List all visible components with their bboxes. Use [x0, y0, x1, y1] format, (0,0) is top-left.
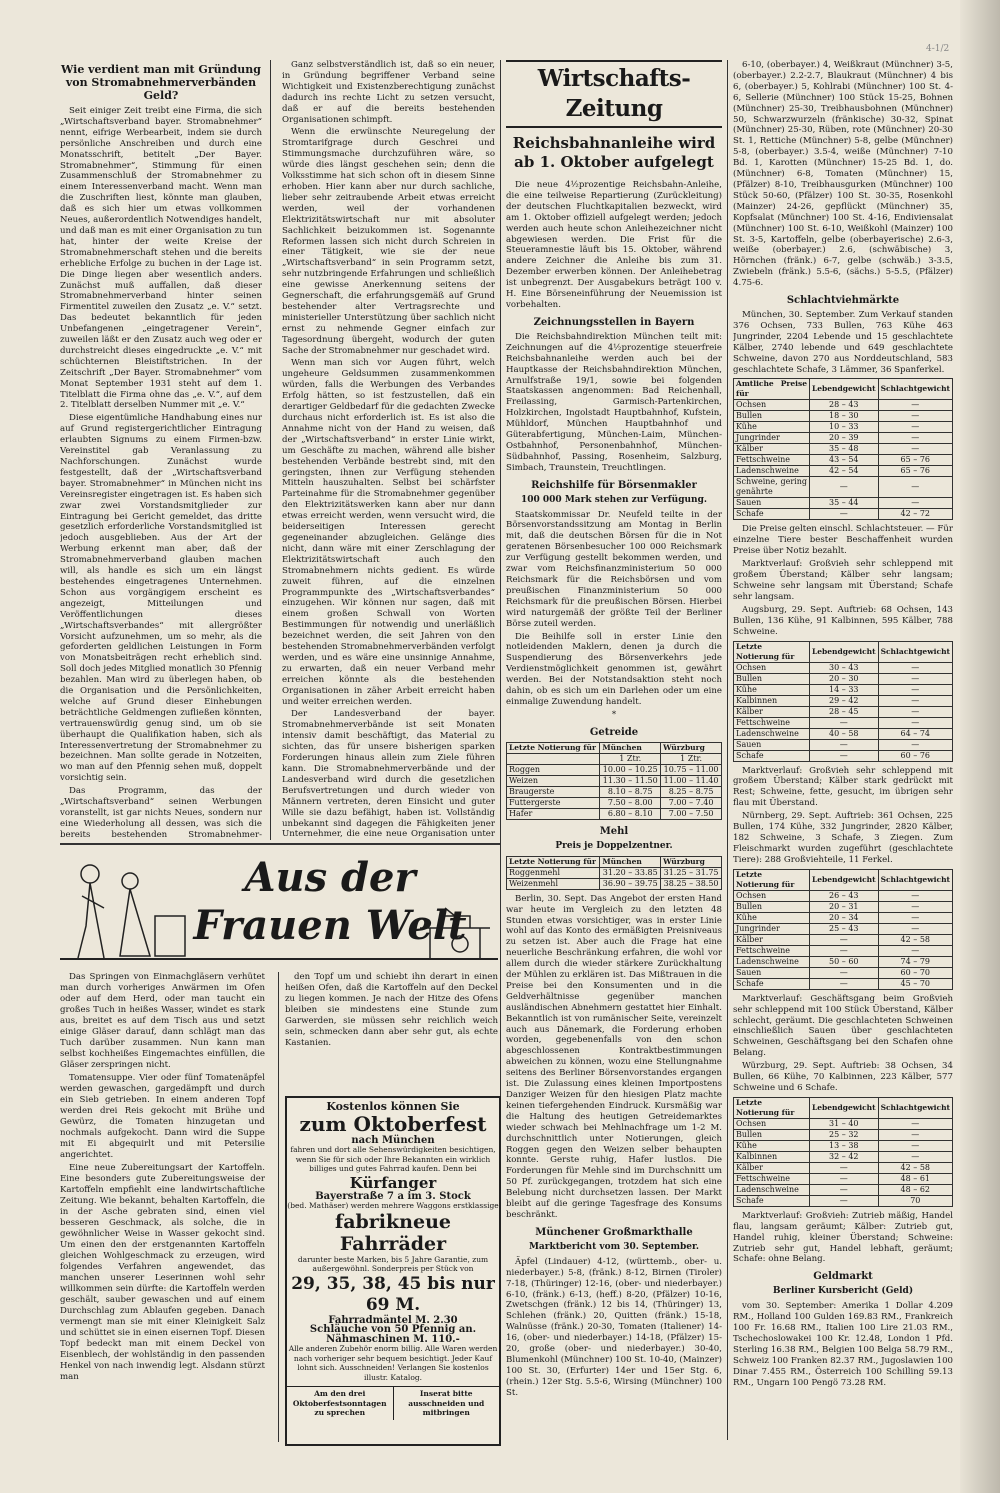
table-header: Lebendgewicht — [809, 1097, 878, 1118]
row-value: 11.30 – 11.50 — [600, 775, 661, 786]
row-value: — — [878, 422, 952, 433]
tip-paragraph: den Topf um und schiebt ihn derart in einen heißen Ofen, daß die Kartoffeln auf den Deckel zu liegen kommen. Je nach der Hitze des Ofens bleiben sie mindestens eine Stunde zum Garwerden, sie müssen sehr reichlich weich sein, schmecken dann aber sehr gut, als echte Kastanien. — [285, 972, 498, 1048]
table-header: München — [600, 742, 661, 753]
row-value: — — [878, 411, 952, 422]
article-paragraph: Wenn die erwünschte Neuregelung der Stromtarifgrage durch Geschrei und Stimmungsmache durchzuführen wäre, so würde dies längst geschehen sein; denn die Volksstimme hat sich schon oft in diesem Sinne erhoben. Hier kann aber nur durch sachliche, lieber sehr zeitraubende Arbeit etwas erreicht werden, weil der vorhandenen Elektrizitätswirtschaft nur mit absoluter Sachlichkeit beizukommen ist. Sogenannte Reformen lassen sich nicht durch Schreien in einer Tätigkeit, wie sie der neue „Wirtschaftsverband“ in sein Programm setzt, sehr nutzbringende Erfahrungen und schließlich eine gewisse Anerkennung seitens der Gegnerschaft, die erfahrungsgemäß auf Grund bestehender alter Vertragsrechte und ministerieller Unterstützung über sachlich nicht ernst zu nehmende Gegner einfach zur Tagesordnung übergeht, wodurch der guten Sache der Stromabnehmer nur geschadet wird. — [282, 127, 495, 356]
row-value: 20 – 39 — [809, 433, 878, 444]
table-row — [734, 684, 953, 695]
row-label: Kälber — [734, 1162, 810, 1173]
ad-text: fahren und dort alle Sehenswürdigkeiten besichtigen, wenn Sie für sich oder Ihre Bekannten ein wirklich billiges und gutes Fahrrad kaufen. Denn bei — [290, 1145, 496, 1173]
article-paragraph: 6-10, (oberbayer.) 4, Weißkraut (Münchner) 3-5, (oberbayer.) 2.2-2.7, Blaukraut (Münchner) 4 bis 6, (oberbayer.) 5, Kohlrabi (Münchner) 100 St. 4-6, Sellerie (Münchner) 100 Stück 15-25, Bohnen (Münchner) 25-30, Treibhausbohnen (Münchner) 50, Schwarzwurzeln (fränkische) 30-32, Spinat (Münchner) 25-30, Rüben, rote (Münchner) 20-30 St. 1, Rettiche (Münchner) 5-8, gelbe (Münchner) 5-8, (oberbayer.) 3.5-4, weiße (Münchner) 7-10 Bd. 1, Karotten (Münchner) 15-25 Bd. 1, do. (Münchner) 6-8, Tomaten (Münchner) 15, (Pfälzer) 8-10, Treibhausgurken (Münchner) 100 Stück 50-60, (Pfälzer) 100 St. 30-35, Rosenkohl (Mainzer) 24-26, gepflückt (Münchner) 35, Kopfsalat (Münchner) 100 St. 4-16, Endiviensalat (Münchner) 100 St. 6-10, Weißkohl (Mainzer) 100 St. 3-5, Kartoffeln, gelbe (oberbayerische) 2.6-3, weiße (oberbayer.) 2.6, (schwäbische) 3, Hörnchen (fränk.) 6-7, gelbe (schwäb.) 3-3.5, Zwiebeln (fränk.) 5.5-6, (sächs.) 5-5.5, (Pfälzer) 4.75-6. — [733, 60, 953, 289]
market-note: Die Preise gelten einschl. Schlachtsteuer. — Für einzelne Tiere bester Beschaffenheit wurden Preise über Notiz bezahlt. — [733, 524, 953, 557]
column-rule — [278, 972, 279, 1442]
row-value: — — [878, 1151, 952, 1162]
table-row — [507, 786, 722, 797]
article-paragraph: Die Reichsbahndirektion München teilt mit: Zeichnungen auf die 4½prozentige steuerfreie Reichsbahnanleihe werden auch bei der Hauptkasse der Reichsbahndirektion München, Arnulfstraße 19/1, sowie bei folgenden Staatskassen angenommen: Bad Reichenhall, Freilassing, Garmisch-Partenkirchen, Holzkirchen, Ingolstadt Hauptbahnhof, Kufstein, Mühldorf, München Hauptbahnhof und Güterabfertigung, München-Laim, München-Ostbahnhof, Personenbahnhof, München-Südbahnhof, Passing, Rosenheim, Salzburg, Simbach, Traunstein, Treuchtlingen. — [506, 331, 722, 473]
row-value: — — [878, 444, 952, 455]
table-header: Letzte Notierung für — [507, 856, 600, 867]
row-value: — — [809, 750, 878, 761]
table-row — [734, 400, 953, 411]
table-row — [734, 477, 953, 498]
row-value: — — [878, 477, 952, 498]
bicycle-advertisement — [285, 1096, 501, 1446]
row-value: 48 – 62 — [878, 1184, 952, 1195]
section-heading: Getreide — [589, 726, 639, 738]
separator-star: * — [611, 709, 617, 720]
table-row — [734, 750, 953, 761]
table-row — [734, 695, 953, 706]
table-row — [507, 775, 722, 786]
tip-paragraph: Tomatensuppe. Vier oder fünf Tomatenäpfel werden gewaschen, gargedämpft und durch ein Sieb getrieben. In einem anderen Topf werden drei Reis gekocht mit Brühe und Gewürz, die Tomaten hinzugetan und nochmals aufgekocht. Dann wird die Suppe mit Ei abgequirlt und mit Petersilie angerichtet. — [60, 1073, 265, 1160]
table-header: Schlachtgewicht — [878, 379, 952, 400]
market-summary: Marktverlauf: Geschäftsgang beim Großvieh sehr schleppend mit 100 Stück Überstand, Kälber schlecht, geräumt. Die geschlachteten Schweinen einschließlich Sauen über geschlachteten Schweinen, Geschäftsgang bei den Schafen ohne Belang. — [733, 993, 953, 1059]
section-heading: Schlachtviehmärkte — [786, 295, 900, 307]
row-label: Jungrinder — [734, 923, 810, 934]
row-value: 65 – 76 — [878, 455, 952, 466]
market-intro: Augsburg, 29. Sept. Auftrieb: 68 Ochsen, 143 Bullen, 136 Kühe, 91 Kalbinnen, 595 Kälber, 788 Schweine. — [733, 604, 953, 637]
row-value: 70 — [878, 1195, 952, 1206]
market-intro: Würzburg, 29. Sept. Auftrieb: 38 Ochsen, 34 Bullen, 66 Kühe, 70 Kalbinnen, 223 Kälber, 577 Schweine und 6 Schafe. — [733, 1061, 953, 1093]
row-value: — — [809, 934, 878, 945]
augsburg-table — [733, 641, 953, 762]
row-label: Futtergerste — [507, 797, 600, 808]
row-value: — — [878, 706, 952, 717]
section-heading: Münchener Großmarkthalle — [535, 1226, 693, 1238]
currency-rates: vom 30. September: Amerika 1 Dollar 4.209 RM., Holland 100 Gulden 169.83 RM., Frankreich 100 Fr. 16.68 RM., Italien 100 Lire 21.03 RM., Tschechoslowakei 100 Kr. 12.48, London 1 Pfd. Sterling 16.38 RM., Belgien 100 Belga 58.79 RM., Schweiz 100 Franken 82.37 RM., Jugoslawien 100 Dinar 7.455 RM., Österreich 100 Schilling 59.13 RM., Ungarn 100 Pengö 73.28 RM. — [733, 1301, 953, 1388]
row-label: Schafe — [734, 1195, 810, 1206]
row-label: Bullen — [734, 901, 810, 912]
row-value: 74 – 79 — [878, 956, 952, 967]
row-label: Kühe — [734, 422, 810, 433]
article-paragraph: Die neue 4½prozentige Reichsbahn-Anleihe, die eine teilweise Repartierung (Zurückleitung) der deutschen Fluchtkapitalien bezweckt, wird am 1. Oktober offiziell aufgelegt werden; jedoch werden auch heute schon Anleihezeichner nicht abgewiesen werden. Die Frist für die Steueramnestie läuft bis 15. Oktober, während andere Zeichner die Anleihe bis zum 31. Dezember erwerben können. Der Anleihebetrag ist unbegrenzt. Der Ausgabekurs beträgt 100 v. H. Eine Börseneinführung der Neuemission ist vorbehalten. — [506, 180, 722, 310]
row-label: Roggenmehl — [507, 867, 600, 878]
row-value: — — [809, 717, 878, 728]
table-header: Schlachtgewicht — [878, 869, 952, 890]
row-label: Ladenschweine — [734, 1184, 810, 1195]
table-header: Lebendgewicht — [809, 641, 878, 662]
row-value: 8.10 – 8.75 — [600, 786, 661, 797]
ad-product: fabrikneue Fahrräder — [335, 1210, 451, 1255]
row-label: Weizenmehl — [507, 878, 600, 889]
nuernberg-table — [733, 869, 953, 990]
row-value: — — [878, 945, 952, 956]
row-label: Braugerste — [507, 786, 600, 797]
row-value: 11.00 – 11.40 — [661, 775, 722, 786]
table-row — [507, 764, 722, 775]
row-label: Kalbinnen — [734, 695, 810, 706]
table-row — [734, 1140, 953, 1151]
article-paragraph: Der Landesverband der bayer. Stromabnehmerverbände ist seit Monaten intensiv damit beschäftigt, das Material zu sichten, das für unsere bisherigen sparken Forderungen hinaus allein zum Ziele führen kann. Die Stromabnehmerverbände und der Landesverband wird durch die gesetzlichen Berufsvertretungen und durch wieder von Männern vertreten, deren Einsicht und guter Wille sie dazu befähigt, haben ist. Vollständig unbekannt sind dagegen die Fähigkeiten jener Unternehmer, die eine neue Organisation unter — [282, 709, 495, 840]
row-value: 64 – 74 — [878, 728, 952, 739]
row-value: 10.00 – 10.25 — [600, 764, 661, 775]
row-value: 40 – 58 — [809, 728, 878, 739]
table-row — [734, 1118, 953, 1129]
row-value: — — [809, 945, 878, 956]
market-intro: München, 30. September. Zum Verkauf standen 376 Ochsen, 733 Bullen, 763 Kühe 463 Jungrinder, 2204 Lebende und 15 geschlachtete Kälber, 2740 lebende und 649 geschlachtete Schweine, davon 270 aus Norddeutschland, 583 geschlachtete Schafe, 3 Lämmer, 36 Spanferkel. — [733, 310, 953, 375]
table-unit — [507, 753, 600, 764]
row-value: 35 – 48 — [809, 444, 878, 455]
section-heading: Geldmarkt — [813, 1271, 873, 1283]
ad-line: Kostenlos können Sie — [326, 1100, 460, 1113]
section-heading: Zeichnungsstellen in Bayern — [533, 316, 695, 328]
section-heading: Reichshilfe für Börsenmakler — [531, 479, 697, 491]
table-row — [507, 867, 722, 878]
ad-brand: Kürfanger — [349, 1173, 437, 1192]
table-row — [734, 673, 953, 684]
row-label: Weizen — [507, 775, 600, 786]
row-value: 10.75 – 11.00 — [661, 764, 722, 775]
ad-footer-left: Am den drei Oktoberfestsonntagen zu sprechen — [287, 1387, 394, 1420]
table-row — [734, 433, 953, 444]
ad-line: Schläuche von 50 Pfennig an. — [309, 1324, 477, 1335]
page-edge — [960, 0, 1000, 1493]
section-subheading: Preis je Doppelzentner. — [555, 840, 673, 851]
row-label: Kälber — [734, 706, 810, 717]
row-label: Bullen — [734, 411, 810, 422]
household-tips — [60, 972, 265, 1432]
table-row — [734, 923, 953, 934]
row-label: Schafe — [734, 750, 810, 761]
row-label: Roggen — [507, 764, 600, 775]
row-label: Kälber — [734, 444, 810, 455]
row-value: — — [878, 739, 952, 750]
table-header: Lebendgewicht — [809, 869, 878, 890]
ad-address: Bayerstraße 7 a im 3. Stock — [315, 1190, 471, 1202]
tip-paragraph: Das Springen von Einmachgläsern verhütet man durch vorheriges Anwärmen im Ofen oder auf dem Herd, oder man taucht ein großes Tuch in heißes Wasser, windet es stark aus, breitet es auf dem Tisch aus und setzt einige Gläser darauf, dann schlägt man das Tuch darüber zusammen. Nun kann man selbst kochheißes Eingemachtes einfüllen, die Gläser zerspringen nicht. — [60, 972, 265, 1070]
row-label: Ladenschweine — [734, 466, 810, 477]
row-value: — — [878, 717, 952, 728]
row-label: Fettschweine — [734, 1173, 810, 1184]
table-row — [734, 978, 953, 989]
row-value: 28 – 45 — [809, 706, 878, 717]
column-rule — [727, 60, 728, 1440]
ad-text: Alle anderen Zubehör enorm billig. Alle Waren werden nach vorheriger sehr bequem besichtigt. Jeder Kauf lohnt sich. Ausschneiden! Verlangen Sie kostenlos illustr. Katalog. — [288, 1344, 498, 1382]
row-value: 45 – 70 — [878, 978, 952, 989]
row-value: — — [878, 684, 952, 695]
row-label: Kalbinnen — [734, 1151, 810, 1162]
row-value: — — [809, 1184, 878, 1195]
table-row — [734, 1162, 953, 1173]
ad-prices: 29, 35, 38, 45 bis nur 69 M. — [291, 1273, 495, 1315]
row-value: 25 – 32 — [809, 1129, 878, 1140]
table-row — [734, 739, 953, 750]
row-value: — — [878, 433, 952, 444]
row-value: — — [878, 923, 952, 934]
row-value: — — [878, 673, 952, 684]
row-value: — — [878, 695, 952, 706]
muenchen-table — [733, 378, 953, 520]
row-value: 31 – 40 — [809, 1118, 878, 1129]
row-value: 6.80 – 8.10 — [600, 808, 661, 819]
headline: Reichsbahnanleihe wird ab 1. Oktober aufgelegt — [512, 134, 716, 171]
table-header: Letzte Notierung für — [734, 641, 810, 662]
row-value: — — [878, 901, 952, 912]
row-label: Schafe — [734, 978, 810, 989]
table-row — [507, 878, 722, 889]
row-value: 38.25 – 38.50 — [661, 878, 722, 889]
table-row — [734, 1151, 953, 1162]
table-header: Letzte Notierung für — [734, 1097, 810, 1118]
market-summary: Marktverlauf: Großvieh: Zutrieb mäßig, Handel flau, langsam geräumt; Kälber: Zutrieb gut, Handel ruhig, kleiner Überstand; Schweine: Zutrieb sehr gut, Handel lebhaft, geräumt; Schafe: ohne Belang. — [733, 1210, 953, 1265]
row-value: — — [878, 890, 952, 901]
ad-line: nach München — [351, 1134, 435, 1146]
row-value: 36.90 – 39.75 — [600, 878, 661, 889]
row-value: 28 – 43 — [809, 400, 878, 411]
article-stromabnehmer — [60, 60, 262, 840]
article-paragraph: Seit einiger Zeit treibt eine Firma, die sich „Wirtschaftsverband bayer. Stromabnehmer“ nennt, eifrige Werbearbeit, indem sie durch persönliche Anschreiben und durch eine Monatsschrift, betitelt „Der Bayer. Stromabnehmer“, Stimmung für einen Zusammenschluß der Stromabnehmer zu einem Interessenverband macht. Wenn man die Zuschriften liest, könnte man glauben, daß es sich hier um etwas vollkommen Neues, außerordentlich Notwendiges handelt, und daß man es mit einer Organisation zu tun hat, hinter der weite Kreise der Stromabnehmerschaft stehen und die bereits erhebliche Erfolge zu buchen in der Lage ist. Die Dinge liegen aber wesentlich anders. Zunächst muß auffallen, daß dieser Stromabnehmerverband hinter seinen Firmentitel zuweilen den Zusatz „e. V.“ setzt. Das bedeutet bekanntlich für jeden Unbefangenen „eingetragener Verein“, zuweilen läßt er den Zusatz auch weg oder er durchstreicht dieses eingedruckte „e. V.“ mit schüchternen Bleistiftstrichen. In der Zeitschrift „Der Bayer. Stromabnehmer“ vom Monat September 1931 steht auf dem 1. Titelblatt die Firma ohne das „e. V.“, auf dem 2. Titelblatt derselben Nummer mit „e. V.“ — [60, 106, 262, 411]
article-title: Wie verdient man mit Gründung von Stromabnehmerverbänden Geld? — [60, 63, 261, 102]
table-row — [734, 945, 953, 956]
table-row — [734, 1173, 953, 1184]
row-value: 26 – 43 — [809, 890, 878, 901]
row-value: 13 – 38 — [809, 1140, 878, 1151]
row-label: Sauen — [734, 498, 810, 509]
row-value: 7.00 – 7.50 — [661, 808, 722, 819]
table-row — [507, 797, 722, 808]
row-label: Ladenschweine — [734, 728, 810, 739]
mehl-table — [506, 856, 722, 890]
row-value: 48 – 61 — [878, 1173, 952, 1184]
table-row — [734, 912, 953, 923]
table-row — [734, 466, 953, 477]
row-value: 60 – 70 — [878, 967, 952, 978]
row-value: 42 – 72 — [878, 509, 952, 520]
ad-text: (bed. Mathäser) werden mehrere Waggons erstklassige — [287, 1201, 499, 1210]
market-intro: Nürnberg, 29. Sept. Auftrieb: 361 Ochsen, 225 Bullen, 174 Kühe, 332 Jungrinder, 2820 Kälber, 182 Schweine, 3 Schafe, 3 Ziegen. Zum Fleischmarkt wurden zugeführt (geschlachtete Tiere): 288 Großviehteile, 11 Ferkel. — [733, 811, 953, 865]
row-label: Ochsen — [734, 662, 810, 673]
table-unit: 1 Ztr. — [661, 753, 722, 764]
row-value: 65 – 76 — [878, 466, 952, 477]
row-label: Fettschweine — [734, 945, 810, 956]
page-number: 4-1/2 — [926, 44, 950, 54]
section-subheading: 100 000 Mark stehen zur Verfügung. — [520, 494, 708, 505]
table-row — [734, 717, 953, 728]
ad-line: Nähmaschinen M. 110.- — [326, 1333, 460, 1345]
market-summary: Marktverlauf: Großvieh sehr schleppend mit großem Überstand; Kälber stark gedrückt mit Rest; Schweine, fette, gesucht, im übrigen sehr flau mit Überstand. — [733, 765, 953, 809]
row-label: Bullen — [734, 1129, 810, 1140]
row-value: 42 – 58 — [878, 1162, 952, 1173]
row-value: — — [809, 978, 878, 989]
row-label: Ladenschweine — [734, 956, 810, 967]
row-value: — — [809, 1173, 878, 1184]
row-label: Fettschweine — [734, 455, 810, 466]
table-row — [734, 498, 953, 509]
row-value: — — [809, 739, 878, 750]
table-row — [734, 509, 953, 520]
row-label: Sauen — [734, 739, 810, 750]
row-value: 20 – 31 — [809, 901, 878, 912]
market-reports-column — [733, 60, 953, 1490]
row-value: 43 – 54 — [809, 455, 878, 466]
article-paragraph: Das Programm, das der „Wirtschaftsverband“ seinen Werbungen voranstellt, ist gar nichts Neues, sondern nur eine Wiederholung all dessen, was sich die bereits bestehenden Stromabnehmer- — [60, 786, 262, 840]
table-header: Letzte Notierung für — [507, 742, 600, 753]
column-rule — [270, 60, 271, 840]
row-value: 14 – 33 — [809, 684, 878, 695]
table-header: Letzte Notierung für — [734, 869, 810, 890]
table-row — [507, 808, 722, 819]
market-summary: Marktverlauf: Großvieh sehr schleppend mit großem Überstand; Kälber sehr langsam; Schweine sehr langsam mit Überstand; Schafe sehr langsam. — [733, 559, 953, 602]
row-value: — — [878, 1140, 952, 1151]
article-paragraph: Ganz selbstverständlich ist, daß so ein neuer, in Gründung begriffener Verband seine Wichtigkeit und Existenzberechtigung zunächst dadurch ins rechte Licht zu setzen versucht, daß er auf die bereits bestehenden Organisationen schimpft. — [282, 60, 495, 125]
row-label: Ochsen — [734, 1118, 810, 1129]
row-value: — — [809, 477, 878, 498]
row-label: Kühe — [734, 912, 810, 923]
wirtschafts-zeitung-column — [506, 60, 722, 1490]
row-label: Hafer — [507, 808, 600, 819]
article-paragraph: Äpfel (Lindauer) 4-12, (württemb., ober- u. niederbayer.) 5-8, (fränk.) 8-12, Birnen (Tiroler) 7-18, (Thüringer) 12-16, (ober- und niederbayer.) 6-10, (fränk.) 6-13, (heff.) 8-20, (Pfälzer) 10-16, Zwetschgen (fränk.) 12 bis 14, (Thüringer) 13, Schlehen (fränk.) 20, Quitten (fränk.) 15-18, Walnüsse (fränk.) 20-30, Tomaten (Italiener) 14-16, (ober- und niederbayer.) 14-18, (Pfälzer) 15-20, große (ober- und niederbayer.) 30-40, Blumenkohl (Münchner) 100 St. 10-40, (Mainzer) 100 St. 30, (Erfurter) 14er und 15er Stg. 6, (rhein.) 12er Stg. 5.5-6, Wirsing (Münchner) 100 St. — [506, 1256, 722, 1398]
table-header: Amtliche Preise für — [734, 379, 810, 400]
row-value: 42 – 54 — [809, 466, 878, 477]
row-label: Fettschweine — [734, 717, 810, 728]
table-row — [734, 967, 953, 978]
row-value: 18 – 30 — [809, 411, 878, 422]
tip-paragraph: Eine neue Zubereitungsart der Kartoffeln. Eine besonders gute Zubereitungsweise der Kartoffeln empfiehlt eine landwirtschaftliche Zeitung. Wie bekannt, behalten Kartoffeln, die in der Asche gebraten sind, einen viel besseren Geschmack, als solche, die in gewöhnlicher Weise in Wasser gekocht sind. Um einen den der erstgenannten Kartoffeln gleichen Wohlgeschmack zu erzeugen, wird folgendes Verfahren angewendet, das manchen unserer Leserinnen wohl sehr willkommen sein dürfte: die Kartoffeln werden geschält, sauber gewaschen und auf einem Durchschlag zum Ablaufen gegeben. Danach vermengt man sie mit einer Kleinigkeit Salz und schüttet sie in einen eisernen Topf. Diesen Topf bedeckt man mit einem Deckel von Eisenblech, der wohlständig in den passenden Henkel von nach inwendig legt. Alsdann stürzt man — [60, 1163, 265, 1382]
row-value: 60 – 76 — [878, 750, 952, 761]
table-row — [734, 706, 953, 717]
row-label: Kühe — [734, 684, 810, 695]
article-stromabnehmer-continued — [282, 60, 495, 840]
table-row — [734, 728, 953, 739]
ad-text: darunter beste Marken, bis 5 Jahre Garantie, zum außergewöhnl. Sonderpreis per Stück von — [297, 1254, 489, 1273]
row-label: Jungrinder — [734, 433, 810, 444]
table-row — [734, 1195, 953, 1206]
table-header: Schlachtgewicht — [878, 1097, 952, 1118]
table-row — [734, 956, 953, 967]
article-paragraph: Staatskommissar Dr. Neufeld teilte in der Börsenvorstandssitzung am Montag in Berlin mit, daß die deutschen Börsen für die in Not geratenen Börsenbesucher 100 000 Reichsmark zur Verfügung gestellt bekommen werden, und zwar vom Reichsfinanzministerium 50 000 Reichsmark für die Reichsbörsen und vom preußischen Finanzministerium 50 000 Reichsmark für die preußischen Börsen. Hierbei wird naturgemäß der größte Teil der Berliner Börse zuteil werden. — [506, 509, 722, 629]
table-header: Würzburg — [661, 856, 722, 867]
article-paragraph: Die Beihilfe soll in erster Linie den notleidenden Maklern, denen ja durch die Suspendierung des Börsenverkehrs jede Verdienstmöglichkeit genommen ist, gewährt werden. Bei der Notstandsaktion steht noch dahin, ob es sich um ein Darlehen oder um eine einmalige Zuwendung handelt. — [506, 631, 722, 707]
ad-footer — [287, 1386, 499, 1420]
row-value: 8.25 – 8.75 — [661, 786, 722, 797]
article-paragraph: Diese eigentümliche Handhabung eines nur auf Grund registergerichtlicher Eintragung erlaubten Signums zu einem Firmen-bzw. Vereinstitel gab Veranlassung zu Nachforschungen. Zunächst wurde festgestellt, daß der „Wirtschaftsverband bayer. Stromabnehmer“ in München nicht ins Vereinsregister eingetragen ist. Es haben sich zwar zwei Vorstandsmitglieder zur Eintragung bei Gericht gemeldet, das dritte gesetzlich erforderliche Vorstandsmitglied ist jedoch ausgeblieben. Aus der Art der Werbung erkennt man aber, daß der Stromabnehmerverband glauben machen will, als handle es sich um ein längst bestehendes eingetragenes Unternehmen. Schon aus vorgängigem erscheint es angezeigt, Mitteilungen und Veröffentlichungen dieses „Wirtschaftsverbandes“ mit allergrößter Vorsicht aufzunehmen, um so mehr, als die geforderten geldlichen Leistungen in Form von Monatsbeiträgen recht erheblich sind. Soll doch jedes Mitglied monatlich 30 Pfennig bezahlen. Man wird zu überlegen haben, ob die Organisation und die Persönlichkeiten, welche auf Grund dieser Einhebungen beträchtliche Geldmengen zufließen könnten, vertrauenswürdig genug sind, um ob sie überhaupt die Qualifikation haben, sich als Interessenvertretung der Stromabnehmer zu bezeichnen. Man sollte gerade in Notzeiten, wo man auf den Pfennig sehen muß, doppelt vorsichtig sein. — [60, 413, 262, 784]
article-paragraph: Berlin, 30. Sept. Das Angebot der ersten Hand war heute im Vergleich zu den letzten 48 Stunden etwas vorsichtiger, was in erster Linie wohl auf das Konto des ermäßigten Preisniveaus zu setzen ist. Aber auch die Frage hat eine neuerliche Beschränkung erfahren, die wohl vor allem durch die wieder stärkere Zurückhaltung der Mühlen zu erklären ist. Das Mißtrauen in die Preise bei den Konsumenten und in die Geldverhältnisse gegenüber manchen ausländischen Abnehmern gestattet hier Einhalt. Bekanntlich ist von rumänischer Seite, vereinzelt auch aus Dänemark, die Forderung erhoben worden, gegebenenfalls von den schon abgeschlossenen Kontraktbestimmungen abweichen zu können, wozu eine Stellungnahme seitens des Berliner Börsenvorstandes ergangen ist. Die Zulassung eines kleinen Importpostens Danziger Weizen für den hiesigen Platz machte keinen tiefergehenden Eindruck. Kursmäßig war die Haltung des heutigen Getreidemarktes wieder schwach bei Mehlnachfrage um 1-2 M. durchschnittlich unter Notierungen, gleich Roggen gegen den Weizen selber behaupten konnte. Gerste ruhig, Hafer lustlos. Die Forderungen für Mehle sind im Durchschnitt um 50 Pf. zurückgegangen, trotzdem hat sich eine Belebung nicht durchsetzen lassen. Der Markt bleibt auf die geringe Tagesfrage des Konsums beschränkt. — [506, 893, 722, 1220]
table-header: Würzburg — [661, 742, 722, 753]
section-heading: Mehl — [599, 825, 629, 837]
masthead: Wirtschafts-Zeitung — [506, 60, 722, 128]
row-value: — — [878, 498, 952, 509]
row-value: 29 – 42 — [809, 695, 878, 706]
row-value: 31.20 – 33.85 — [600, 867, 661, 878]
table-row — [734, 1184, 953, 1195]
getreide-table — [506, 742, 722, 820]
ad-headline: zum Oktoberfest — [299, 1111, 487, 1136]
frauen-welt-banner — [60, 846, 498, 966]
table-row — [734, 455, 953, 466]
row-value: — — [809, 967, 878, 978]
row-value: — — [878, 1129, 952, 1140]
wuerzburg-table — [733, 1097, 953, 1207]
table-header: Lebendgewicht — [809, 379, 878, 400]
row-value: 30 – 43 — [809, 662, 878, 673]
ad-line: Fahrradmäntel M. 2.30 — [328, 1314, 458, 1326]
table-row — [734, 1129, 953, 1140]
article-paragraph: Wenn man sich vor Augen führt, welch ungeheure Geldsummen zusammenkommen würden, falls die Werbungen des Verbandes Erfolg hätten, so ist festzustellen, daß ein derartiger Geldbedarf für die gedachten Zwecke durchaus nicht erforderlich ist. Es ist also die Annahme nicht von der Hand zu weisen, daß der „Wirtschaftsverband“ in erster Linie wirkt, um Geschäfte zu machen, während alle bisher bestehenden Verbände bestrebt sind, mit den geringsten, ihnen zur Verfügung stehenden Mitteln hauszuhalten. Selbst bei schärfster Parteinahme für die Stromabnehmer gegenüber den Elektrizitätswerken kann aber nur dann etwas erreicht werden, wenn versucht wird, die beiderseitigen Interessen gerecht gegeneinander abzugleichen. Gelänge dies nicht, dann wäre mit einer Zerschlagung der Elektrizitätswirtschaft auch den Stromabnehmern nichts gedient. Es würde zuweit führen, auf die einzelnen Programmpunkte des „Wirtschaftsverbandes“ einzugehen. Wir können nur sagen, daß mit einem großen Schwall von Worten Bestimmungen für notwendig und unerläßlich bezeichnet werden, die seit Jahren von den bestehenden Stromabnehmerverbänden verfolgt werden, und es wäre eine unsinnige Annahme, zu erwarten, daß ein neuer Verband mehr erreichen könnte als die bestehenden Organisationen in zäher Arbeit erreicht haben und weiter erreichen werden. — [282, 358, 495, 707]
row-value: — — [809, 1162, 878, 1173]
row-value: 50 – 60 — [809, 956, 878, 967]
row-label: Sauen — [734, 967, 810, 978]
row-value: 25 – 43 — [809, 923, 878, 934]
row-value: 32 – 42 — [809, 1151, 878, 1162]
row-label: Ochsen — [734, 890, 810, 901]
row-label: Kälber — [734, 934, 810, 945]
table-row — [734, 890, 953, 901]
row-label: Kühe — [734, 1140, 810, 1151]
section-subheading: Marktbericht vom 30. September. — [528, 1241, 700, 1252]
table-row — [734, 901, 953, 912]
row-value: 10 – 33 — [809, 422, 878, 433]
table-row — [734, 662, 953, 673]
table-row — [734, 444, 953, 455]
row-value: 20 – 34 — [809, 912, 878, 923]
table-unit: 1 Ztr. — [600, 753, 661, 764]
table-header: Schlachtgewicht — [878, 641, 952, 662]
row-value: — — [809, 1195, 878, 1206]
row-value: — — [878, 912, 952, 923]
table-header: München — [600, 856, 661, 867]
banner-title: Aus der Frauen Welt — [193, 854, 467, 949]
table-row — [734, 934, 953, 945]
row-value: 35 – 44 — [809, 498, 878, 509]
row-value: — — [878, 1118, 952, 1129]
row-value: 7.00 – 7.40 — [661, 797, 722, 808]
row-value: 7.50 – 8.00 — [600, 797, 661, 808]
section-subheading: Berliner Kursbericht (Geld) — [772, 1286, 914, 1297]
row-value: — — [878, 662, 952, 673]
row-value: — — [878, 400, 952, 411]
row-label: Schweine, gering genährte — [734, 477, 810, 498]
row-value: 42 – 58 — [878, 934, 952, 945]
row-label: Bullen — [734, 673, 810, 684]
section-rule — [60, 843, 500, 845]
row-value: — — [809, 509, 878, 520]
row-value: 20 – 30 — [809, 673, 878, 684]
household-tips-continued — [285, 972, 498, 1092]
row-label: Schafe — [734, 509, 810, 520]
row-value: 31.25 – 31.75 — [661, 867, 722, 878]
table-row — [734, 411, 953, 422]
table-row — [734, 422, 953, 433]
ad-footer-right: Inserat bitte ausschneiden und mitbringen — [408, 1389, 485, 1417]
row-label: Ochsen — [734, 400, 810, 411]
